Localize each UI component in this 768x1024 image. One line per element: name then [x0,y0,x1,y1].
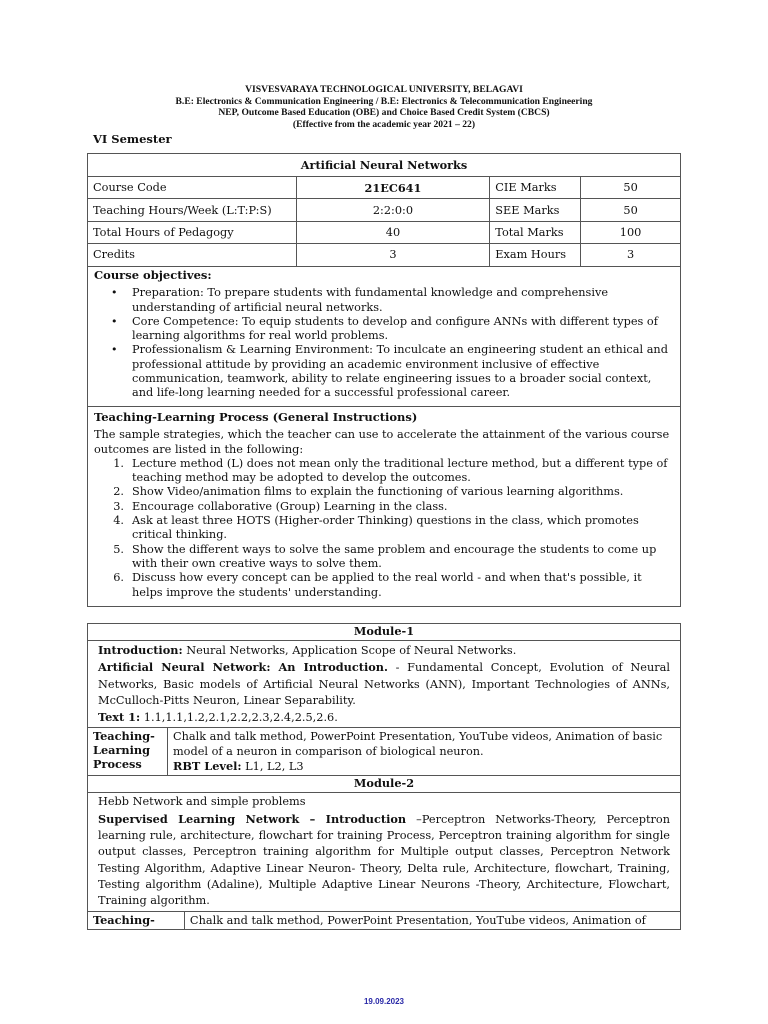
rbt-level [173,759,675,774]
tlp-text: Chalk and talk method, PowerPoint Presentation, YouTube videos, Animation of basic model of a neuron in comparison of biological neuron. [172,730,663,759]
intro-text: Neural Networks, Application Scope of Neural Networks. [182,644,517,657]
module-1-text-refs [98,709,670,726]
cell-value: 3 [296,244,490,266]
list-item [102,500,674,514]
cell-label: Total Marks [490,221,581,243]
university-name: VISVESVARAYA TECHNOLOGICAL UNIVERSITY, BELAGAVI [245,84,523,95]
course-title: Artificial Neural Networks [88,154,681,177]
module-1-tlp-content [167,728,680,776]
course-title-row [88,154,681,177]
text-refs-bold: Text 1: [98,710,141,725]
module-2-tlp-text: Chalk and talk method, PowerPoint Presentation, YouTube videos, Animation of [184,911,680,929]
objectives-list [94,286,674,400]
module-1-content-row [88,641,681,728]
cell-label: CIE Marks [490,177,581,199]
module-2-header-row [88,776,681,793]
teaching-heading: Teaching-Learning Process (General Instructions) [94,410,418,424]
scheme-line: NEP, Outcome Based Education (OBE) and Choice Based Credit System (CBCS) [218,107,550,118]
course-info-table [87,153,681,267]
ann-bold: Artificial Neural Network: An Introduction. [98,660,388,675]
list-item: • Core Competence: To equip students to develop and configure ANNs with different types of learning algorithms for real world problems. [106,315,674,344]
list-item: • Professionalism & Learning Environment: To inculcate an engineering student an ethical and professional attitude by providing an academic environment inclusive of effective communication, teamwork, ability to relate engineering issues to a broader social context, and life-long learning needed for a successful professional career. [106,343,674,400]
ann-text: - Fundamental Concept, Evolution of Neural Networks, Basic models of Artificial Neural Networks (ANN), Important Technologies of ANNs, McCulloch-Pitts Neuron, Linear Separability. [98,661,670,707]
item-number: 5. [113,542,124,556]
list-item [102,514,674,543]
module-1-content [88,641,681,728]
teaching-learning-section [87,407,681,607]
module-1-title: Module-1 [88,624,681,641]
cell-value: 50 [581,177,681,199]
cell-value: 100 [581,221,681,243]
item-number: 4. [113,514,124,528]
supervised-text: –Perceptron Networks-Theory, Perceptron learning rule, architecture, flowchart for training Process, Perceptron training algorithm for single output classes, Perceptron training algorithm for Multiple output classes, Perceptron Network Testing Algorithm, Adaptive Linear Neuron- Theory, Delta rule, Architecture, flowchart, Training, Testing algorithm (Adaline), Multiple Adaptive Linear Neurons -Theory, Architecture, Flowchart, Training algorithm. [98,812,670,908]
rbt-text: L1, L2, L3 [241,760,304,774]
footer-date: 19.09.2023 [363,997,405,1006]
effective-year-line: (Effective from the academic year 2021 – 22) [292,118,476,130]
item-number: 6. [113,571,124,585]
list-item [102,485,674,499]
table-row [88,244,681,266]
table-row [88,221,681,243]
item-text: Show Video/animation films to explain the functioning of various learning algorithms. [132,485,624,499]
cell-label: Exam Hours [490,244,581,266]
cell-value: 3 [581,244,681,266]
cell-label: Course Code [88,177,297,199]
program-line: B.E: Electronics & Communication Engineering / B.E: Electronics & Telecommunication Engineering [175,95,593,107]
strategies-list [94,457,674,600]
rbt-bold: RBT Level: [172,759,242,774]
table-row [88,177,681,199]
module-1-tlp-label: Teaching-Learning Process [88,728,168,776]
module-2-content-row [88,793,681,911]
item-number: 2. [113,485,124,499]
cell-label: SEE Marks [490,199,581,221]
module-1-tlp-row [88,728,681,776]
cell-label: Teaching Hours/Week (L:T:P:S) [88,199,297,221]
list-item [102,571,674,600]
module-1-header-row [88,624,681,641]
item-text: Lecture method (L) does not mean only the traditional lecture method, but a different type of teaching method may be adopted to develop the outcomes. [132,456,668,485]
semester-label: VI Semester [93,132,172,146]
module-2-line1: Hebb Network and simple problems [98,795,306,809]
course-code-value: 21EC641 [296,177,490,199]
supervised-bold: Supervised Learning Network – Introduction [98,811,407,826]
item-text: Ask at least three HOTS (Higher-order Thinking) questions in the class, which promotes critical thinking. [132,514,639,542]
course-objectives-section [87,265,681,407]
item-text: Encourage collaborative (Group) Learning in the class. [132,499,448,513]
list-item [102,457,674,486]
list-item [102,543,674,572]
cell-label: Total Hours of Pedagogy [88,221,297,243]
list-item: • Preparation: To prepare students with fundamental knowledge and comprehensive understanding of artificial neural networks. [106,286,674,315]
module-2-supervised [98,811,670,910]
item-number: 1. [113,456,124,470]
module-2-title: Module-2 [88,776,681,793]
intro-bold: Introduction: [98,643,183,657]
module-2-content [88,793,681,911]
table-row [88,199,681,221]
item-text: Show the different ways to solve the same problem and encourage the students to come up with their own creative ways to solve them. [132,542,657,570]
cell-value: 50 [581,199,681,221]
text-refs: 1.1,1.1,1.2,2.1,2.2,2.3,2.4,2.5,2.6. [140,711,338,725]
teaching-intro: The sample strategies, which the teacher can use to accelerate the attainment of the various course outcomes are listed in the following: [94,428,670,456]
university-header [0,84,768,130]
cell-label: Credits [88,244,297,266]
modules-table [87,623,681,930]
objectives-heading: Course objectives: [94,268,212,282]
cell-value: 40 [296,221,490,243]
cell-value: 2:2:0:0 [296,199,490,221]
module-1-intro [98,642,670,659]
module-2-tlp-label: Teaching- [88,911,185,929]
module-2-tlp-row [88,911,681,929]
module-1-ann [98,659,670,709]
item-number: 3. [113,499,124,513]
item-text: Discuss how every concept can be applied to the real world - and when that's possible, it helps improve the students' understanding. [132,571,642,599]
